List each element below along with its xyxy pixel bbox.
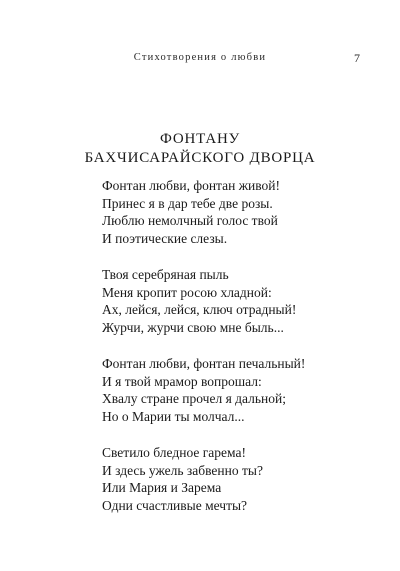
stanza-2 (102, 266, 362, 336)
running-header (40, 52, 360, 70)
poem-line: Ах, лейся, лейся, ключ отрадный! (102, 302, 297, 317)
poem-line: Но о Марии ты молчал... (102, 408, 245, 424)
poem-line: Принес я в дар тебе две розы. (102, 195, 273, 211)
page-number: 7 (354, 51, 360, 65)
poem-line: Одни счастливые мечты? (102, 497, 248, 513)
poem-line: Фонтан любви, фонтан печальный! (102, 356, 306, 371)
poem-title (0, 130, 400, 168)
stanza-1 (102, 177, 362, 247)
poem-line: Люблю немолчный голос твой (102, 213, 278, 228)
poem-line: И здесь ужель забвенно ты? (102, 462, 263, 478)
stanza-3 (102, 355, 362, 425)
stanza-4 (102, 444, 362, 514)
poem-line: И поэтические слезы. (102, 230, 228, 246)
poem-line: Журчи, журчи свою мне быль... (102, 319, 284, 335)
poem-body (102, 177, 362, 533)
poem-title-line: БАХЧИСАРАЙСКОГО ДВОРЦА (84, 150, 316, 166)
running-title: Стихотворения о любви (133, 52, 267, 63)
poem-title-line: ФОНТАНУ (160, 131, 240, 147)
poem-line: Хвалу стране прочел я дальной; (102, 391, 286, 406)
poem-line: Светило бледное гарема! (102, 445, 246, 460)
poem-line: И я твой мрамор вопрошал: (102, 373, 262, 389)
poem-line: Меня кропит росою хладной: (102, 284, 272, 300)
poem-line: Твоя серебряная пыль (102, 267, 229, 282)
poem-line: Или Мария и Зарема (102, 480, 222, 495)
poem-line: Фонтан любви, фонтан живой! (102, 178, 281, 193)
